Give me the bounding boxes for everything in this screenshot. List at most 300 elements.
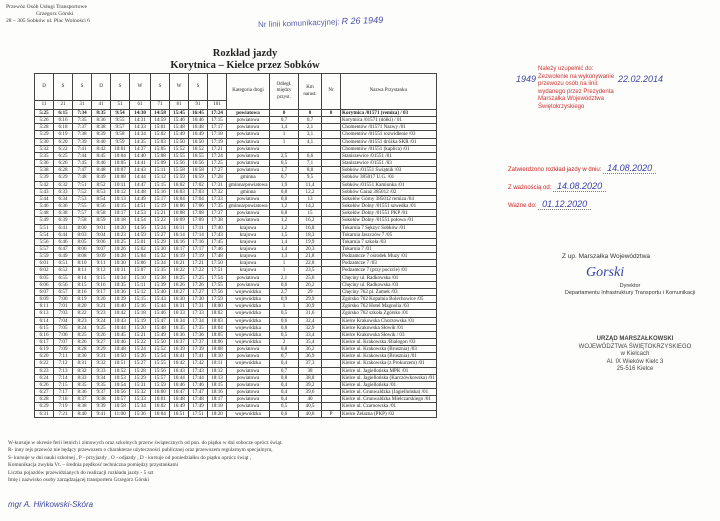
- distance-cell: 1,2: [270, 224, 299, 231]
- permit-number: 1949: [516, 74, 537, 84]
- cumulative-km-cell: 21,8: [299, 253, 322, 260]
- distance-cell: 1,2: [270, 203, 299, 210]
- cumulative-km-cell: 39,2: [299, 381, 322, 388]
- distance-cell: 2,7: [270, 288, 299, 295]
- time-cell: 10:58: [111, 403, 130, 410]
- stop-name-cell: Tokarnia 7 Sękzyc Sobków /01: [341, 224, 437, 231]
- time-cell: 10:35: [111, 281, 130, 288]
- time-cell: 16:33: [170, 310, 189, 317]
- table-row: [35, 238, 437, 245]
- time-cell: 18:00: [208, 303, 227, 310]
- cumulative-km-cell: 36,2: [299, 346, 322, 353]
- time-cell: 9:07: [92, 245, 111, 252]
- time-cell: 5:28: [35, 124, 54, 131]
- time-cell: 10:20: [111, 224, 130, 231]
- day-code-header: W: [170, 74, 189, 101]
- time-cell: 9:31: [92, 353, 111, 360]
- column-header-kat: Kategoria drogi: [227, 74, 270, 110]
- time-cell: 18:13: [208, 374, 227, 381]
- time-cell: 9:39: [92, 403, 111, 410]
- time-cell: 15:39: [151, 281, 170, 288]
- road-category-cell: powiatowa: [227, 381, 270, 388]
- time-cell: 9:24: [92, 317, 111, 324]
- distance-cell: 1: [270, 260, 299, 267]
- road-category-cell: powiatowa: [227, 117, 270, 124]
- time-cell: 6:15: [54, 110, 73, 117]
- time-cell: 5:54: [35, 231, 54, 238]
- stop-name-cell: Kielce ul. Jagiellońska /01: [341, 381, 437, 388]
- course-number-header: 81: [170, 101, 189, 110]
- time-cell: 16:51: [170, 410, 189, 417]
- cumulative-km-cell: 13: [299, 195, 322, 202]
- time-cell: 6:56: [54, 281, 73, 288]
- time-cell: 6:11: [35, 303, 54, 310]
- column-header-km: Km narast.: [299, 74, 322, 110]
- distance-cell: 0,5: [270, 331, 299, 338]
- time-cell: 18:11: [208, 360, 227, 367]
- office-stamp-line: URZĄD MARSZAŁKOWSKI: [596, 336, 674, 342]
- time-cell: 17:22: [189, 267, 208, 274]
- distance-cell: 0: [270, 110, 299, 117]
- time-cell: 8:35: [92, 110, 111, 117]
- note-line: Liczba pojazdów przewidzianych do realizacji rozkładu jazdy - 5 szt: [8, 469, 154, 476]
- stop-name-cell: Tokarnia 7 szkoła /03: [341, 238, 437, 245]
- time-cell: 18:17: [208, 396, 227, 403]
- time-cell: 7:17: [54, 389, 73, 396]
- time-cell: 9:26: [92, 331, 111, 338]
- table-row: [35, 138, 437, 145]
- time-cell: 16:36: [170, 331, 189, 338]
- time-cell: 8:45: [92, 152, 111, 159]
- table-row: [35, 253, 437, 260]
- stop-name-cell: Kielce ul. Krakowska (Brusznia) /03: [341, 346, 437, 353]
- table-row: [35, 381, 437, 388]
- course-number-header: 51: [111, 101, 130, 110]
- time-cell: 18:20: [208, 410, 227, 417]
- distance-cell: 0,8: [270, 188, 299, 195]
- road-category-cell: krajowa: [227, 253, 270, 260]
- time-cell: 15:50: [151, 339, 170, 346]
- time-cell: 17:11: [189, 224, 208, 231]
- stop-name-cell: Tokarnia Jaszczów 7 /05: [341, 231, 437, 238]
- road-category-cell: powiatowa: [227, 131, 270, 138]
- time-cell: 15:56: [151, 367, 170, 374]
- time-cell: 6:16: [35, 331, 54, 338]
- time-cell: 6:06: [35, 281, 54, 288]
- stop-name-cell: Sobków /01551 Kamionka /01: [341, 181, 437, 188]
- stop-marker-cell: [322, 245, 341, 252]
- time-cell: 9:15: [92, 274, 111, 281]
- time-cell: 14:41: [130, 160, 151, 167]
- time-cell: 17:51: [189, 410, 208, 417]
- time-cell: 16:42: [170, 360, 189, 367]
- time-cell: 14:49: [130, 195, 151, 202]
- time-cell: 17:32: [208, 188, 227, 195]
- stop-marker-cell: [322, 389, 341, 396]
- time-cell: 8:40: [73, 410, 92, 417]
- distance-cell: 0,7: [270, 117, 299, 124]
- course-number-header: 31: [73, 101, 92, 110]
- time-cell: 6:17: [35, 339, 54, 346]
- time-cell: 17:47: [189, 389, 208, 396]
- table-row: [35, 117, 437, 124]
- time-cell: 17:02: [189, 181, 208, 188]
- time-cell: 17:09: [189, 217, 208, 224]
- time-cell: 15:31: [130, 381, 151, 388]
- time-cell: 9:12: [92, 267, 111, 274]
- time-cell: 15:19: [130, 317, 151, 324]
- table-row: [35, 324, 437, 331]
- line-number-label: Nr linii komunikacyjnej:: [257, 17, 340, 30]
- time-cell: 7:55: [73, 203, 92, 210]
- office-stamp-line: WOJEWÓDZTWA ŚWIĘTOKRZYSKIEGO: [578, 343, 692, 350]
- time-cell: 9:54: [111, 110, 130, 117]
- stop-marker-cell: [322, 145, 341, 152]
- table-row: [35, 353, 437, 360]
- road-category-cell: wojewódzka: [227, 324, 270, 331]
- cumulative-km-cell: 30,9: [299, 303, 322, 310]
- cumulative-km-cell: 32,9: [299, 324, 322, 331]
- time-cell: 14:54: [130, 217, 151, 224]
- time-cell: 16:50: [189, 138, 208, 145]
- stop-name-cell: Zgórsko 762 szkoła Zgórsko /01: [341, 310, 437, 317]
- time-cell: 5:26: [35, 117, 54, 124]
- time-cell: 10:26: [111, 245, 130, 252]
- time-cell: 16:35: [170, 324, 189, 331]
- distance-cell: 1,4: [270, 124, 299, 131]
- cumulative-km-cell: 36,9: [299, 353, 322, 360]
- time-cell: 6:47: [54, 245, 73, 252]
- stop-name-cell: Sobków /01551 Świątnik /03: [341, 167, 437, 174]
- time-cell: 5:51: [35, 224, 54, 231]
- time-cell: 7:03: [54, 310, 73, 317]
- table-row: [35, 210, 437, 217]
- time-cell: 10:23: [111, 231, 130, 238]
- time-cell: 15:01: [151, 124, 170, 131]
- time-cell: 6:55: [54, 274, 73, 281]
- time-cell: 17:35: [208, 203, 227, 210]
- stop-marker-cell: [322, 396, 341, 403]
- time-cell: 15:52: [151, 346, 170, 353]
- time-cell: 15:47: [151, 317, 170, 324]
- time-cell: 10:54: [111, 381, 130, 388]
- table-row: [35, 217, 437, 224]
- time-cell: 9:11: [92, 260, 111, 267]
- time-cell: 17:31: [189, 303, 208, 310]
- time-cell: 8:54: [92, 195, 111, 202]
- day-code-header: D: [35, 74, 54, 101]
- time-cell: 8:10: [73, 260, 92, 267]
- road-category-cell: krajowa: [227, 238, 270, 245]
- stop-marker-cell: [322, 181, 341, 188]
- time-cell: 9:33: [92, 367, 111, 374]
- road-category-cell: wojewódzka: [227, 331, 270, 338]
- title-line-2: Korytnica – Kielce przez Sobków: [170, 60, 320, 71]
- time-cell: 8:14: [73, 274, 92, 281]
- time-cell: 15:02: [130, 245, 151, 252]
- permit-stamp-line: przewozu osób na linii:: [538, 81, 599, 87]
- time-cell: 15:55: [170, 152, 189, 159]
- time-cell: 6:26: [54, 160, 73, 167]
- stop-name-cell: Korytnica /01571 (dółki) / 01: [341, 117, 437, 124]
- stop-marker-cell: [322, 224, 341, 231]
- stop-marker-cell: [322, 339, 341, 346]
- permit-stamp-line: wydanego przez Prezydenta: [538, 88, 614, 95]
- stop-marker-cell: [322, 331, 341, 338]
- road-category-cell: powiatowa: [227, 195, 270, 202]
- time-cell: 6:39: [54, 217, 73, 224]
- stop-marker-cell: [322, 131, 341, 138]
- time-cell: 6:20: [35, 353, 54, 360]
- road-category-cell: krajowa: [227, 231, 270, 238]
- stop-name-cell: Sobków Garaż 385012 /02: [341, 188, 437, 195]
- time-cell: 6:46: [54, 238, 73, 245]
- distance-cell: [270, 145, 299, 152]
- day-code-header: S: [111, 74, 130, 101]
- permit-stamp-line: Zezwolenie na wykonywanie: [538, 73, 615, 80]
- time-cell: 8:20: [73, 303, 92, 310]
- time-cell: 6:18: [54, 124, 73, 131]
- stop-marker-cell: [322, 117, 341, 124]
- distance-cell: 0,6: [270, 410, 299, 417]
- cumulative-km-cell: 22,8: [299, 260, 322, 267]
- cumulative-km-cell: 3,1: [299, 131, 322, 138]
- time-cell: 8:24: [73, 324, 92, 331]
- stop-marker-cell: [322, 360, 341, 367]
- time-cell: 15:45: [170, 110, 189, 117]
- time-cell: 16:04: [170, 195, 189, 202]
- stop-marker-cell: [322, 174, 341, 181]
- time-cell: 17:08: [189, 210, 208, 217]
- road-category-cell: powiatowa: [227, 138, 270, 145]
- time-cell: 6:51: [54, 260, 73, 267]
- permit-stamp-line: Świętokrzyskiego: [538, 103, 585, 110]
- stop-name-cell: Podzamcze 7 (przy poczcie) /01: [341, 267, 437, 274]
- time-cell: 6:22: [54, 145, 73, 152]
- distance-cell: 0,7: [270, 353, 299, 360]
- time-cell: 17:24: [208, 152, 227, 159]
- cumulative-km-cell: 29: [299, 288, 322, 295]
- time-cell: 15:15: [151, 181, 170, 188]
- time-cell: 7:19: [54, 403, 73, 410]
- time-cell: 6:02: [35, 267, 54, 274]
- time-cell: 9:59: [111, 138, 130, 145]
- time-cell: 18:06: [208, 339, 227, 346]
- time-cell: 9:34: [92, 374, 111, 381]
- day-code-header: S: [151, 74, 170, 101]
- time-cell: 15:49: [170, 131, 189, 138]
- time-cell: 18:03: [208, 317, 227, 324]
- permit-stamp: [498, 66, 708, 136]
- distance-cell: 0,8: [270, 374, 299, 381]
- cumulative-km-cell: 23,5: [299, 267, 322, 274]
- table-row: [35, 245, 437, 252]
- stop-marker-cell: [322, 188, 341, 195]
- office-stamp-line: Al. IX Wieków Kielc 3: [606, 358, 664, 365]
- stop-name-cell: Korytnica /01571 (remiza) / 03: [341, 110, 437, 117]
- time-cell: 10:15: [111, 203, 130, 210]
- time-cell: 16:43: [170, 367, 189, 374]
- distance-cell: 0,6: [270, 317, 299, 324]
- time-cell: 15:34: [151, 260, 170, 267]
- road-category-cell: krajowa: [227, 260, 270, 267]
- time-cell: 17:59: [208, 296, 227, 303]
- distance-cell: 0,4: [270, 396, 299, 403]
- table-row: [35, 174, 437, 181]
- table-row: [35, 124, 437, 131]
- time-cell: 6:52: [54, 267, 73, 274]
- road-category-cell: powiatowa: [227, 110, 270, 117]
- time-cell: 14:59: [130, 231, 151, 238]
- time-cell: 17:33: [208, 195, 227, 202]
- time-cell: 17:03: [189, 188, 208, 195]
- time-cell: 16:26: [170, 281, 189, 288]
- road-category-cell: krajowa: [227, 224, 270, 231]
- stop-name-cell: Sokołów Dolny /01551 szwedka /01: [341, 203, 437, 210]
- time-cell: 8:40: [92, 138, 111, 145]
- cumulative-km-cell: [299, 145, 322, 152]
- time-cell: 17:14: [189, 231, 208, 238]
- time-cell: 7:41: [73, 145, 92, 152]
- time-cell: 6:07: [35, 288, 54, 295]
- time-cell: 5:29: [35, 131, 54, 138]
- stop-name-cell: Kielce ul. Jagiellońska (Karczówkowska) /01: [342, 374, 435, 381]
- table-row: [35, 281, 437, 288]
- time-cell: 5:25: [35, 110, 54, 117]
- time-cell: 15:52: [170, 145, 189, 152]
- stop-name-cell: Kielce ul. Krakowska (Brusznia) /01: [341, 353, 437, 360]
- course-number-header: 41: [92, 101, 111, 110]
- time-cell: 17:43: [208, 231, 227, 238]
- time-cell: 18:10: [208, 353, 227, 360]
- road-category-cell: wojewódzka: [227, 360, 270, 367]
- time-cell: 16:59: [189, 174, 208, 181]
- time-cell: 5:49: [35, 217, 54, 224]
- time-cell: 15:08: [151, 152, 170, 159]
- cumulative-km-cell: 16,8: [299, 224, 322, 231]
- column-header-odl: Odległ. między przyst.: [270, 74, 299, 110]
- distance-cell: 2: [270, 339, 299, 346]
- time-cell: 15:46: [151, 310, 170, 317]
- time-cell: 10:46: [111, 339, 130, 346]
- time-cell: 16:30: [170, 296, 189, 303]
- time-cell: 15:19: [151, 203, 170, 210]
- time-cell: 5:46: [35, 203, 54, 210]
- time-cell: 10:39: [111, 296, 130, 303]
- time-cell: 17:50: [208, 260, 227, 267]
- table-row: [35, 374, 437, 381]
- time-cell: 16:22: [170, 267, 189, 274]
- time-cell: 7:35: [73, 117, 92, 124]
- road-category-cell: powiatowa: [227, 210, 270, 217]
- director-line: Departamentu Infrastruktury Transportu i Komunikacji: [564, 290, 696, 296]
- time-cell: 10:36: [111, 288, 130, 295]
- stop-name-cell: Chomentów /01551 dróżka SKR /01: [341, 138, 437, 145]
- time-cell: 8:49: [92, 174, 111, 181]
- stop-name-cell: Sokołów Dolny /01551 PKP /01: [341, 210, 437, 217]
- distance-cell: 0,9: [270, 296, 299, 303]
- time-cell: 15:10: [130, 274, 151, 281]
- stop-name-cell: Kielce Krakowska Chorzowska /01: [341, 317, 437, 324]
- stop-marker-cell: [322, 381, 341, 388]
- stop-name-cell: Chęciny ul. Radkowska /03: [341, 281, 437, 288]
- stop-marker-cell: [322, 152, 341, 159]
- stop-name-cell: Chomentów /01551 rozwidlenie /03: [341, 131, 437, 138]
- time-cell: 7:11: [54, 353, 73, 360]
- stop-marker-cell: [322, 195, 341, 202]
- stop-name-cell: Kielce ul. Grunwaldzka (Jagiellońska) /01: [341, 389, 437, 396]
- time-cell: 15:04: [130, 253, 151, 260]
- time-cell: 18:04: [208, 324, 227, 331]
- cumulative-km-cell: 38: [299, 367, 322, 374]
- stop-marker-cell: [322, 303, 341, 310]
- approval-zup: Z up. Marszałka Województwa: [562, 253, 651, 260]
- time-cell: 7:07: [54, 339, 73, 346]
- time-cell: 14:40: [130, 152, 151, 159]
- time-cell: 15:26: [130, 353, 151, 360]
- time-cell: 15:48: [170, 124, 189, 131]
- time-cell: 7:15: [54, 381, 73, 388]
- distance-cell: 2,5: [270, 152, 299, 159]
- time-cell: 14:58: [151, 110, 170, 117]
- time-cell: 10:31: [111, 267, 130, 274]
- distance-cell: 0,5: [270, 160, 299, 167]
- time-cell: 17:46: [208, 245, 227, 252]
- time-cell: 9:01: [92, 224, 111, 231]
- time-cell: 8:22: [73, 310, 92, 317]
- time-cell: 6:20: [54, 138, 73, 145]
- time-cell: 16:14: [170, 231, 189, 238]
- stop-marker-cell: [322, 324, 341, 331]
- distance-cell: 0,7: [270, 367, 299, 374]
- cumulative-km-cell: 37,3: [299, 360, 322, 367]
- day-code-header: D: [92, 74, 111, 101]
- stop-marker-cell: [322, 160, 341, 167]
- time-cell: 6:33: [54, 188, 73, 195]
- time-cell: 5:36: [35, 160, 54, 167]
- time-cell: 16:46: [189, 117, 208, 124]
- stop-marker-cell: [322, 317, 341, 324]
- time-cell: 6:22: [35, 360, 54, 367]
- time-cell: 17:06: [189, 203, 208, 210]
- time-cell: 15:56: [170, 160, 189, 167]
- road-category-cell: krajowa: [227, 267, 270, 274]
- distance-cell: 2,1: [270, 274, 299, 281]
- validity-block: [508, 160, 656, 214]
- time-cell: 16:19: [170, 253, 189, 260]
- time-cell: 6:32: [54, 181, 73, 188]
- distance-cell: 0,5: [270, 403, 299, 410]
- day-code-header: W: [130, 74, 151, 101]
- time-cell: 16:45: [189, 110, 208, 117]
- time-cell: 17:21: [208, 145, 227, 152]
- time-cell: 16:31: [170, 303, 189, 310]
- time-cell: 15:17: [151, 195, 170, 202]
- time-cell: 6:41: [54, 224, 73, 231]
- time-cell: 7:09: [54, 346, 73, 353]
- time-cell: 7:05: [54, 324, 73, 331]
- time-cell: 7:45: [73, 160, 92, 167]
- time-cell: 10:45: [111, 331, 130, 338]
- time-cell: 6:36: [54, 203, 73, 210]
- time-cell: 17:39: [189, 346, 208, 353]
- time-cell: 17:42: [189, 360, 208, 367]
- road-category-cell: gminna: [227, 174, 270, 181]
- time-cell: 17:26: [189, 281, 208, 288]
- distance-cell: 1: [270, 131, 299, 138]
- road-category-cell: powiatowa: [227, 145, 270, 152]
- cumulative-km-cell: 33,4: [299, 331, 322, 338]
